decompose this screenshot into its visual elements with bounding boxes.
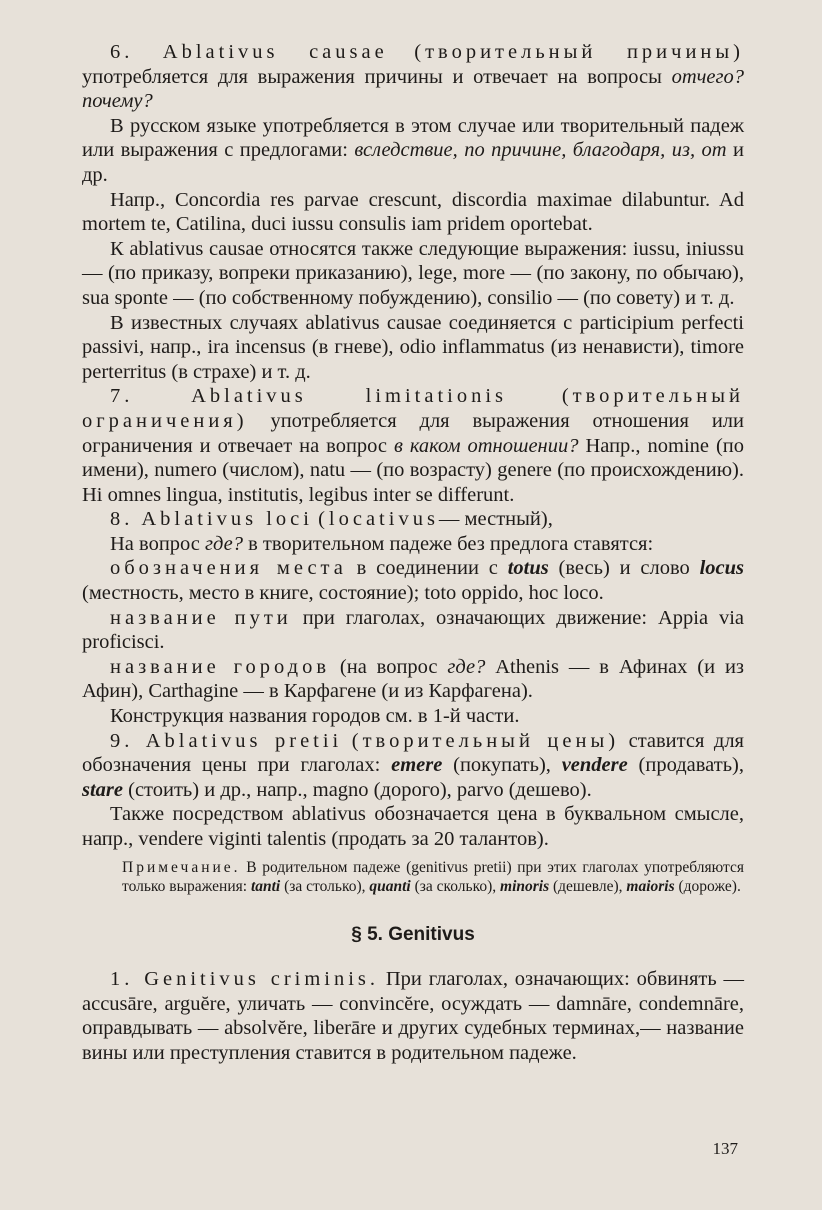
text: и др. [82,139,745,186]
text: В русском языке употребляется в этом случае или творительный падеж или выражения с предлогами: [82,114,744,162]
text: употребляется для выражения отношения или ограничения и отвечает на вопрос [82,409,745,457]
paragraph-ablativus-pretii [82,729,744,803]
text: (покупать), [453,754,551,777]
latin-word: quanti [369,877,411,895]
question: отчего? почему? [82,65,744,113]
text: в творительном падеже без предлога ставятся: [248,532,654,555]
latin-word: locus [699,557,745,580]
text: (дороже). [678,877,741,895]
paragraph-cross-reference: Конструкция названия городов см. в 1-й части. [110,705,520,728]
text: На вопрос [110,532,200,555]
text: (продавать), [638,754,744,777]
term: название городов [110,655,331,678]
term-title: 7. Ablativus limitationis [110,385,508,408]
text: при глаголах, означающих движение: Appia via proficisci. [82,606,745,654]
paragraph-route [82,606,744,655]
paragraph-ablativus-loci-intro [82,532,744,557]
question: где? [447,655,486,678]
term-title-2: (locativus [318,508,439,531]
text: (на вопрос [339,655,438,678]
text: (весь) и слово [558,557,690,580]
note-label: Примечание. [122,858,241,876]
term-title: 6. Ablativus causae [110,41,388,63]
text: Athenis — в Афинах (и из Афин), Carthagine — в Карфагене (и из Карфагена). [82,655,745,703]
latin-word: tanti [250,877,281,895]
note [82,858,744,896]
paragraph-participium: В известных случаях ablativus causae соединяется с participium perfecti passivi, напр., ira incensus (в гневе), odio inflammatus (из ненависти), timore perterritus (в страхе) и т. д. [82,311,744,383]
text: в соединении с [356,557,498,580]
paragraph-ablativus-loci-title [82,507,744,532]
text: (за сколько), [414,877,497,895]
term-title-3: — местный), [438,508,553,531]
text: (за столько), [284,877,366,895]
paragraph-place [82,556,744,605]
paragraph-genitivus-criminis [82,967,744,1065]
term: обозначения места [110,557,347,580]
latin-word: vendere [561,754,628,777]
paragraph-ablativus-causae [82,40,744,114]
text: (местность, место в книге, состояние); toto oppido, hoc loco. [82,582,604,605]
term-title: 1. Genitivus criminis. [110,968,380,991]
text: Напр., nomine (по имени), numero (числом), natu — (по возрасту) genere (по происхождению). Hi omnes lingua, institutis, legibus inter se differunt. [82,434,745,506]
latin-word: minoris [500,877,550,895]
text: употребляется для выражения причины и отвечает на вопросы [82,65,662,88]
paragraph-literal-price: Также посредством ablativus обозначается цена в буквальном смысле, напр., vendere viginti talentis (продать за 20 талантов). [82,803,744,850]
term-title: 9. Ablativus pretii [110,729,343,752]
latin-word: totus [507,557,549,580]
paragraph-cities [82,655,744,704]
section-heading: § 5. Genitivus [351,923,475,945]
latin-word: emere [391,754,443,777]
latin-word: maioris [626,877,675,895]
paragraph-russian-usage [82,114,744,188]
paragraph-ablativus-limitationis [82,384,744,507]
text: (дешевле), [553,877,623,895]
term-title-ru: (творительный ограничения) [82,385,744,432]
text: При глаголах, означающих: обвинять — accusāre, arguĕre, уличать — convincĕre, осуждать — damnāre, condemnāre, оправдывать — absolvĕre, liberāre и других судебных терминах,— название вины или преступления ставится в родительном падеже. [82,968,745,1064]
question: в каком отношении? [394,434,579,457]
paragraph-expressions: К ablativus causae относятся также следующие выражения: iussu, iniussu — (по приказу, вопреки приказанию), lege, more — (по закону, по обычаю), sua sponte — (по собственному побуждению), consilio — (по совету) и т. д. [82,237,744,309]
term-title: 8. Ablativus loci [110,508,313,531]
text: (стоить) и др., напр., magno (дорого), parvo (дешево). [128,778,592,801]
text: В родительном падеже (genitivus pretii) при этих глаголах употребляются только выражения: [122,858,744,895]
term: название пути [110,606,292,629]
page-number: 137 [712,1139,738,1158]
text: ставится для обозначения цены при глаголах: [82,729,744,777]
term-title-ru: (творительный причины) [414,41,744,63]
question: где? [205,532,243,555]
latin-word: stare [82,778,123,801]
term-title-ru: (творительный цены) [351,729,620,752]
prepositions: вследствие, по причине, благодаря, из, от [354,139,727,162]
paragraph-example: Напр., Concordia res parvae crescunt, discordia maximae dilabuntur. Ad mortem te, Catilina, duci iussu consulis iam pridem oportebat. [82,188,744,236]
